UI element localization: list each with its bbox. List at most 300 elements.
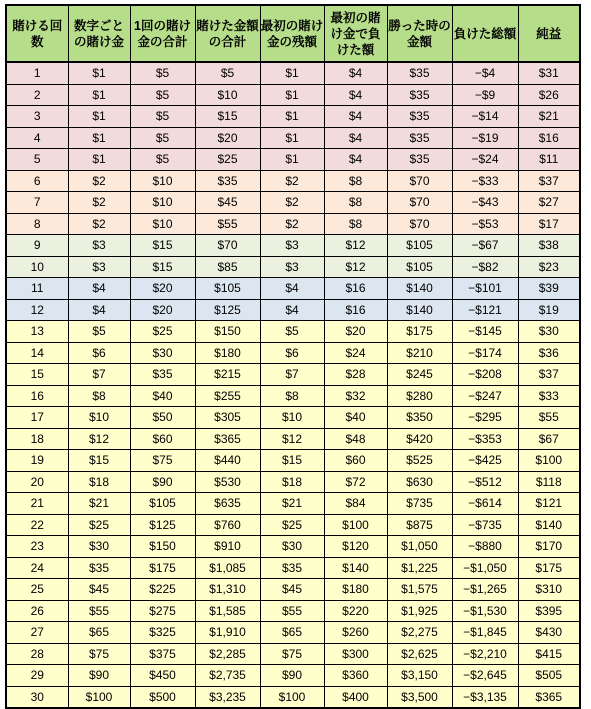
betting-table xyxy=(5,4,581,709)
table-cell: $1 xyxy=(260,149,324,171)
table-cell: $10 xyxy=(130,213,195,235)
table-cell: −$174 xyxy=(452,342,518,364)
table-cell: −$14 xyxy=(452,106,518,128)
table-row xyxy=(6,579,580,601)
table-cell: −$101 xyxy=(452,278,518,300)
table-cell: $105 xyxy=(387,256,452,278)
table-cell: $140 xyxy=(387,278,452,300)
table-row xyxy=(6,364,580,386)
header-row xyxy=(6,5,580,62)
table-cell: $4 xyxy=(324,62,387,84)
table-cell: $5 xyxy=(260,321,324,343)
table-cell: $75 xyxy=(130,450,195,472)
table-cell: 25 xyxy=(6,579,68,601)
table-cell: $4 xyxy=(324,149,387,171)
table-cell: $60 xyxy=(130,428,195,450)
table-row xyxy=(6,643,580,665)
table-cell: $5 xyxy=(195,62,260,84)
table-cell: $35 xyxy=(68,557,130,579)
table-cell: $1 xyxy=(68,106,130,128)
table-cell: 7 xyxy=(6,192,68,214)
table-cell: $375 xyxy=(130,643,195,665)
table-cell: $5 xyxy=(130,106,195,128)
table-cell: $1 xyxy=(68,62,130,84)
table-cell: $70 xyxy=(195,235,260,257)
table-cell: −$295 xyxy=(452,407,518,429)
table-cell: $33 xyxy=(518,385,580,407)
table-row xyxy=(6,514,580,536)
table-cell: $39 xyxy=(518,278,580,300)
table-row xyxy=(6,385,580,407)
table-cell: $175 xyxy=(518,557,580,579)
table-cell: $25 xyxy=(130,321,195,343)
table-cell: $105 xyxy=(130,493,195,515)
table-cell: $420 xyxy=(387,428,452,450)
table-row xyxy=(6,299,580,321)
table-cell: −$247 xyxy=(452,385,518,407)
table-cell: 18 xyxy=(6,428,68,450)
table-cell: $4 xyxy=(324,106,387,128)
table-cell: $415 xyxy=(518,643,580,665)
table-cell: −$353 xyxy=(452,428,518,450)
table-cell: $280 xyxy=(387,385,452,407)
table-cell: $3 xyxy=(68,235,130,257)
table-cell: $24 xyxy=(324,342,387,364)
table-cell: $75 xyxy=(260,643,324,665)
table-cell: $36 xyxy=(518,342,580,364)
header-total-loss: 負けた総額 xyxy=(452,5,518,62)
table-cell: $3,235 xyxy=(195,686,260,708)
table-cell: $175 xyxy=(130,557,195,579)
table-cell: $260 xyxy=(324,622,387,644)
table-cell: $225 xyxy=(130,579,195,601)
table-cell: $2 xyxy=(68,192,130,214)
table-cell: −$1,265 xyxy=(452,579,518,601)
table-cell: $125 xyxy=(130,514,195,536)
table-cell: $180 xyxy=(195,342,260,364)
table-cell: $8 xyxy=(68,385,130,407)
table-cell: −$3,135 xyxy=(452,686,518,708)
header-bet-per-number: 数字ごとの賭け金 xyxy=(68,5,130,62)
header-win-amount: 勝った時の金額 xyxy=(387,5,452,62)
table-cell: $19 xyxy=(518,299,580,321)
table-cell: $275 xyxy=(130,600,195,622)
table-cell: $15 xyxy=(260,450,324,472)
table-cell: 4 xyxy=(6,127,68,149)
table-cell: −$82 xyxy=(452,256,518,278)
table-cell: −$4 xyxy=(452,62,518,84)
table-cell: $18 xyxy=(68,471,130,493)
header-first-bet-lost: 最初の賭け金で負けた額 xyxy=(324,5,387,62)
table-cell: $40 xyxy=(130,385,195,407)
table-cell: $75 xyxy=(68,643,130,665)
table-cell: $1 xyxy=(260,84,324,106)
table-cell: $15 xyxy=(195,106,260,128)
table-cell: $8 xyxy=(260,385,324,407)
table-cell: −$2,645 xyxy=(452,665,518,687)
table-cell: $26 xyxy=(518,84,580,106)
table-cell: $395 xyxy=(518,600,580,622)
table-row xyxy=(6,450,580,472)
table-cell: −$145 xyxy=(452,321,518,343)
table-cell: 6 xyxy=(6,170,68,192)
table-cell: $2,625 xyxy=(387,643,452,665)
table-cell: $65 xyxy=(260,622,324,644)
table-cell: $35 xyxy=(387,106,452,128)
table-row xyxy=(6,686,580,708)
table-cell: $1 xyxy=(260,127,324,149)
table-cell: $1 xyxy=(68,127,130,149)
table-cell: $90 xyxy=(260,665,324,687)
table-cell: $525 xyxy=(387,450,452,472)
table-row xyxy=(6,106,580,128)
table-cell: $70 xyxy=(387,170,452,192)
table-row xyxy=(6,665,580,687)
table-cell: 3 xyxy=(6,106,68,128)
table-cell: $910 xyxy=(195,536,260,558)
table-cell: $21 xyxy=(68,493,130,515)
table-cell: $85 xyxy=(195,256,260,278)
table-cell: $4 xyxy=(260,278,324,300)
table-row xyxy=(6,256,580,278)
table-cell: $4 xyxy=(324,127,387,149)
table-cell: $8 xyxy=(324,170,387,192)
table-cell: $30 xyxy=(130,342,195,364)
table-cell: $120 xyxy=(324,536,387,558)
table-cell: $220 xyxy=(324,600,387,622)
table-cell: $255 xyxy=(195,385,260,407)
table-cell: 5 xyxy=(6,149,68,171)
table-cell: $20 xyxy=(195,127,260,149)
table-cell: $1,585 xyxy=(195,600,260,622)
table-cell: 27 xyxy=(6,622,68,644)
table-cell: −$614 xyxy=(452,493,518,515)
table-cell: $90 xyxy=(68,665,130,687)
table-cell: $365 xyxy=(518,686,580,708)
table-cell: $2,275 xyxy=(387,622,452,644)
table-cell: $35 xyxy=(195,170,260,192)
table-cell: $7 xyxy=(68,364,130,386)
table-cell: −$24 xyxy=(452,149,518,171)
table-row xyxy=(6,84,580,106)
table-cell: $21 xyxy=(260,493,324,515)
table-cell: 26 xyxy=(6,600,68,622)
header-bet-count: 賭ける回数 xyxy=(6,5,68,62)
table-cell: $300 xyxy=(324,643,387,665)
table-cell: 15 xyxy=(6,364,68,386)
table-cell: $38 xyxy=(518,235,580,257)
table-cell: $180 xyxy=(324,579,387,601)
table-cell: −$880 xyxy=(452,536,518,558)
table-cell: $635 xyxy=(195,493,260,515)
table-cell: $505 xyxy=(518,665,580,687)
table-cell: $100 xyxy=(324,514,387,536)
table-cell: $5 xyxy=(130,84,195,106)
table-cell: $48 xyxy=(324,428,387,450)
table-cell: $15 xyxy=(68,450,130,472)
table-cell: $2 xyxy=(260,213,324,235)
table-cell: 1 xyxy=(6,62,68,84)
table-cell: $430 xyxy=(518,622,580,644)
table-cell: $55 xyxy=(68,600,130,622)
table-cell: $12 xyxy=(324,235,387,257)
table-cell: $65 xyxy=(68,622,130,644)
table-cell: $11 xyxy=(518,149,580,171)
table-cell: $84 xyxy=(324,493,387,515)
table-cell: $15 xyxy=(130,235,195,257)
table-cell: $1 xyxy=(260,106,324,128)
table-body xyxy=(6,62,580,708)
table-cell: $150 xyxy=(130,536,195,558)
table-cell: $2,285 xyxy=(195,643,260,665)
table-cell: −$1,530 xyxy=(452,600,518,622)
table-row xyxy=(6,170,580,192)
table-cell: $35 xyxy=(130,364,195,386)
table-cell: $30 xyxy=(518,321,580,343)
table-cell: $6 xyxy=(260,342,324,364)
table-cell: −$425 xyxy=(452,450,518,472)
table-cell: 11 xyxy=(6,278,68,300)
table-cell: 24 xyxy=(6,557,68,579)
table-cell: $10 xyxy=(260,407,324,429)
table-cell: $121 xyxy=(518,493,580,515)
table-cell: $50 xyxy=(130,407,195,429)
table-cell: $55 xyxy=(518,407,580,429)
table-row xyxy=(6,62,580,84)
table-cell: $140 xyxy=(518,514,580,536)
table-cell: −$2,210 xyxy=(452,643,518,665)
table-row xyxy=(6,127,580,149)
table-cell: $10 xyxy=(68,407,130,429)
header-first-bet-remaining: 最初の賭け金の残額 xyxy=(260,5,324,62)
table-cell: $20 xyxy=(324,321,387,343)
table-row xyxy=(6,342,580,364)
table-cell: $25 xyxy=(260,514,324,536)
table-cell: $5 xyxy=(130,62,195,84)
table-cell: $1,310 xyxy=(195,579,260,601)
table-cell: $125 xyxy=(195,299,260,321)
table-cell: $175 xyxy=(387,321,452,343)
table-cell: $10 xyxy=(130,192,195,214)
table-cell: $5 xyxy=(68,321,130,343)
table-cell: $45 xyxy=(260,579,324,601)
table-cell: $500 xyxy=(130,686,195,708)
table-row xyxy=(6,149,580,171)
table-cell: $2 xyxy=(260,192,324,214)
table-cell: $4 xyxy=(68,299,130,321)
table-cell: $140 xyxy=(387,299,452,321)
table-cell: $10 xyxy=(130,170,195,192)
table-cell: 30 xyxy=(6,686,68,708)
table-cell: $1,225 xyxy=(387,557,452,579)
table-cell: 13 xyxy=(6,321,68,343)
table-cell: −$33 xyxy=(452,170,518,192)
table-row xyxy=(6,278,580,300)
table-cell: $3 xyxy=(68,256,130,278)
table-cell: −$121 xyxy=(452,299,518,321)
table-cell: $105 xyxy=(387,235,452,257)
table-cell: $118 xyxy=(518,471,580,493)
table-cell: $6 xyxy=(68,342,130,364)
table-cell: $150 xyxy=(195,321,260,343)
table-cell: $875 xyxy=(387,514,452,536)
table-cell: −$9 xyxy=(452,84,518,106)
table-cell: $30 xyxy=(68,536,130,558)
table-cell: −$735 xyxy=(452,514,518,536)
table-row xyxy=(6,192,580,214)
table-row xyxy=(6,471,580,493)
table-cell: $215 xyxy=(195,364,260,386)
table-cell: −$19 xyxy=(452,127,518,149)
table-cell: $60 xyxy=(324,450,387,472)
table-cell: $735 xyxy=(387,493,452,515)
table-row xyxy=(6,407,580,429)
table-cell: 12 xyxy=(6,299,68,321)
table-row xyxy=(6,213,580,235)
table-cell: $1,925 xyxy=(387,600,452,622)
table-cell: $1 xyxy=(68,84,130,106)
header-bet-total-per-round: 1回の賭け金の合計 xyxy=(130,5,195,62)
table-cell: $45 xyxy=(68,579,130,601)
table-row xyxy=(6,536,580,558)
table-cell: $12 xyxy=(324,256,387,278)
table-cell: $35 xyxy=(387,127,452,149)
table-cell: 28 xyxy=(6,643,68,665)
table-cell: $1,085 xyxy=(195,557,260,579)
table-cell: $2 xyxy=(68,213,130,235)
table-cell: $1,575 xyxy=(387,579,452,601)
table-cell: −$53 xyxy=(452,213,518,235)
table-cell: $530 xyxy=(195,471,260,493)
table-cell: $55 xyxy=(195,213,260,235)
table-cell: $90 xyxy=(130,471,195,493)
table-cell: $2,735 xyxy=(195,665,260,687)
table-cell: 29 xyxy=(6,665,68,687)
table-cell: $25 xyxy=(68,514,130,536)
header-cumulative-bet: 賭けた金額の合計 xyxy=(195,5,260,62)
table-cell: $16 xyxy=(324,278,387,300)
table-cell: $55 xyxy=(260,600,324,622)
table-cell: $8 xyxy=(324,213,387,235)
table-cell: $1,050 xyxy=(387,536,452,558)
table-cell: $100 xyxy=(260,686,324,708)
table-row xyxy=(6,493,580,515)
table-cell: $12 xyxy=(260,428,324,450)
table-cell: $35 xyxy=(387,62,452,84)
table-cell: $3,150 xyxy=(387,665,452,687)
table-cell: $28 xyxy=(324,364,387,386)
table-cell: $20 xyxy=(130,299,195,321)
table-cell: $72 xyxy=(324,471,387,493)
table-cell: $31 xyxy=(518,62,580,84)
table-cell: $15 xyxy=(130,256,195,278)
table-cell: $1 xyxy=(260,62,324,84)
table-cell: $37 xyxy=(518,170,580,192)
table-cell: $325 xyxy=(130,622,195,644)
table-cell: $16 xyxy=(324,299,387,321)
table-cell: $170 xyxy=(518,536,580,558)
table-cell: 17 xyxy=(6,407,68,429)
table-cell: $760 xyxy=(195,514,260,536)
table-cell: $400 xyxy=(324,686,387,708)
table-cell: $70 xyxy=(387,213,452,235)
table-cell: $67 xyxy=(518,428,580,450)
table-cell: $35 xyxy=(387,84,452,106)
table-cell: $8 xyxy=(324,192,387,214)
table-cell: −$43 xyxy=(452,192,518,214)
table-cell: $7 xyxy=(260,364,324,386)
table-row xyxy=(6,235,580,257)
table-cell: 8 xyxy=(6,213,68,235)
table-row xyxy=(6,321,580,343)
table-cell: $360 xyxy=(324,665,387,687)
table-cell: $16 xyxy=(518,127,580,149)
table-cell: $1 xyxy=(68,149,130,171)
table-cell: 2 xyxy=(6,84,68,106)
table-cell: $20 xyxy=(130,278,195,300)
table-cell: $45 xyxy=(195,192,260,214)
table-row xyxy=(6,622,580,644)
table-cell: $37 xyxy=(518,364,580,386)
table-cell: 23 xyxy=(6,536,68,558)
table-cell: $32 xyxy=(324,385,387,407)
table-cell: $245 xyxy=(387,364,452,386)
table-cell: $70 xyxy=(387,192,452,214)
table-cell: $3 xyxy=(260,256,324,278)
table-cell: $35 xyxy=(260,557,324,579)
table-row xyxy=(6,428,580,450)
table-cell: $10 xyxy=(195,84,260,106)
table-cell: $17 xyxy=(518,213,580,235)
table-cell: $310 xyxy=(518,579,580,601)
table-cell: $305 xyxy=(195,407,260,429)
table-cell: $100 xyxy=(518,450,580,472)
table-cell: $30 xyxy=(260,536,324,558)
table-cell: 14 xyxy=(6,342,68,364)
header-net-profit: 純益 xyxy=(518,5,580,62)
table-cell: $18 xyxy=(260,471,324,493)
table-cell: $23 xyxy=(518,256,580,278)
table-cell: 19 xyxy=(6,450,68,472)
table-cell: $2 xyxy=(68,170,130,192)
table-cell: $365 xyxy=(195,428,260,450)
table-cell: $3 xyxy=(260,235,324,257)
table-cell: −$1,050 xyxy=(452,557,518,579)
table-cell: $440 xyxy=(195,450,260,472)
table-cell: $5 xyxy=(130,127,195,149)
table-cell: $12 xyxy=(68,428,130,450)
table-cell: $4 xyxy=(68,278,130,300)
table-row xyxy=(6,557,580,579)
table-cell: $450 xyxy=(130,665,195,687)
table-row xyxy=(6,600,580,622)
table-cell: $4 xyxy=(324,84,387,106)
table-cell: $5 xyxy=(130,149,195,171)
table-cell: $210 xyxy=(387,342,452,364)
table-cell: $100 xyxy=(68,686,130,708)
table-cell: 21 xyxy=(6,493,68,515)
table-cell: −$512 xyxy=(452,471,518,493)
table-cell: 16 xyxy=(6,385,68,407)
table-cell: $35 xyxy=(387,149,452,171)
table-cell: $21 xyxy=(518,106,580,128)
table-cell: 20 xyxy=(6,471,68,493)
table-cell: $105 xyxy=(195,278,260,300)
table-cell: 22 xyxy=(6,514,68,536)
table-cell: −$1,845 xyxy=(452,622,518,644)
table-cell: 10 xyxy=(6,256,68,278)
table-cell: $2 xyxy=(260,170,324,192)
